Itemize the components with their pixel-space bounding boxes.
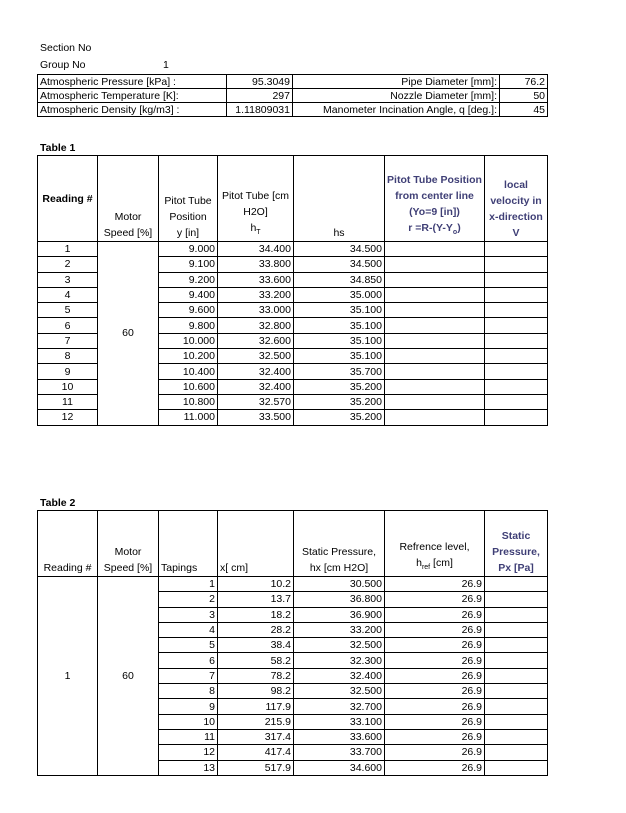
t1-position-cell[interactable] [385, 410, 485, 425]
t1-ht-cell[interactable]: 33.500 [218, 410, 294, 425]
t1-velocity-cell[interactable] [485, 349, 548, 364]
t2-x-cell[interactable]: 10.2 [218, 577, 294, 592]
t1-reading-cell[interactable]: 10 [38, 379, 98, 394]
table1-header-row [38, 156, 548, 242]
nozzle-diameter-label: Nozzle Diameter [mm]: [293, 89, 500, 103]
t2-px-cell[interactable] [485, 607, 548, 622]
t1-header-motor: Motor Speed [%] [98, 156, 159, 242]
t2-header-tapings: Tapings [159, 511, 218, 577]
t2-x-cell[interactable]: 317.4 [218, 729, 294, 744]
t2-hx-cell[interactable]: 33.700 [294, 745, 385, 760]
t1-ht-cell[interactable]: 32.500 [218, 349, 294, 364]
t1-y-cell[interactable]: 10.600 [159, 379, 218, 394]
t2-hx-cell[interactable]: 33.200 [294, 622, 385, 637]
t2-hx-cell[interactable]: 32.500 [294, 638, 385, 653]
nozzle-diameter-value[interactable]: 50 [500, 89, 548, 103]
table1 [37, 155, 548, 426]
t2-x-cell[interactable]: 517.9 [218, 760, 294, 775]
t1-velocity-cell[interactable] [485, 287, 548, 302]
t2-tap-cell[interactable]: 11 [159, 729, 218, 744]
t2-tap-cell[interactable]: 6 [159, 653, 218, 668]
t1-hs-cell[interactable]: 34.500 [294, 257, 385, 272]
t1-reading-cell[interactable]: 11 [38, 394, 98, 409]
atm-temperature-value[interactable]: 297 [227, 89, 293, 103]
t1-position-cell[interactable] [385, 257, 485, 272]
t1-y-cell[interactable]: 9.000 [159, 242, 218, 257]
t2-x-cell[interactable]: 78.2 [218, 668, 294, 683]
t1-hs-cell[interactable]: 35.700 [294, 364, 385, 379]
t1-position-cell[interactable] [385, 318, 485, 333]
t1-ht-cell[interactable]: 33.000 [218, 303, 294, 318]
t1-velocity-cell[interactable] [485, 257, 548, 272]
t1-y-cell[interactable]: 10.400 [159, 364, 218, 379]
manometer-angle-label: Manometer Incination Angle, q [deg.]: [293, 103, 500, 117]
t2-hx-cell[interactable]: 33.100 [294, 714, 385, 729]
t2-hx-cell[interactable]: 32.700 [294, 699, 385, 714]
t2-hx-cell[interactable]: 30.500 [294, 577, 385, 592]
t1-hs-cell[interactable]: 35.100 [294, 349, 385, 364]
t1-position-cell[interactable] [385, 379, 485, 394]
t1-reading-cell[interactable]: 8 [38, 349, 98, 364]
atm-temperature-label: Atmospheric Temperature [K]: [38, 89, 227, 103]
t2-href-cell[interactable]: 26.9 [385, 622, 485, 637]
t2-href-cell[interactable]: 26.9 [385, 638, 485, 653]
t2-px-cell[interactable] [485, 684, 548, 699]
table2-header-row [38, 511, 548, 577]
t1-ht-cell[interactable]: 33.600 [218, 272, 294, 287]
t2-px-cell[interactable] [485, 653, 548, 668]
t1-reading-cell[interactable]: 2 [38, 257, 98, 272]
t1-velocity-cell[interactable] [485, 364, 548, 379]
t2-px-cell[interactable] [485, 577, 548, 592]
t1-y-cell[interactable]: 9.400 [159, 287, 218, 302]
t1-reading-cell[interactable]: 5 [38, 303, 98, 318]
t2-hx-cell[interactable]: 32.400 [294, 668, 385, 683]
t1-hs-cell[interactable]: 34.850 [294, 272, 385, 287]
t1-position-cell[interactable] [385, 394, 485, 409]
t2-x-cell[interactable]: 58.2 [218, 653, 294, 668]
t2-hx-cell[interactable]: 34.600 [294, 760, 385, 775]
t1-velocity-cell[interactable] [485, 242, 548, 257]
t1-header-velocity: local velocity in x-direction V [485, 156, 548, 242]
t2-header-motor: Motor Speed [%] [98, 511, 159, 577]
t2-px-cell[interactable] [485, 699, 548, 714]
t1-position-cell[interactable] [385, 303, 485, 318]
t2-reading-cell[interactable]: 1 [38, 577, 98, 776]
t1-header-pitot-position: Pitot Tube Position y [in] [159, 156, 218, 242]
t2-tap-cell[interactable]: 13 [159, 760, 218, 775]
t2-hx-cell[interactable]: 32.500 [294, 684, 385, 699]
t2-tap-cell[interactable]: 2 [159, 592, 218, 607]
t2-href-cell[interactable]: 26.9 [385, 684, 485, 699]
t1-velocity-cell[interactable] [485, 410, 548, 425]
t1-y-cell[interactable]: 10.200 [159, 349, 218, 364]
t2-px-cell[interactable] [485, 638, 548, 653]
t2-x-cell[interactable]: 13.7 [218, 592, 294, 607]
t2-href-cell[interactable]: 26.9 [385, 714, 485, 729]
t1-y-cell[interactable]: 9.200 [159, 272, 218, 287]
t2-href-cell[interactable]: 26.9 [385, 668, 485, 683]
t1-hs-cell[interactable]: 35.200 [294, 379, 385, 394]
atm-density-value[interactable]: 1.11809031 [227, 103, 293, 117]
t1-y-cell[interactable]: 11.000 [159, 410, 218, 425]
t2-header-static: Static Pressure, hx [cm H2O] [294, 511, 385, 577]
t1-y-cell[interactable]: 9.800 [159, 318, 218, 333]
t1-velocity-cell[interactable] [485, 379, 548, 394]
t2-x-cell[interactable]: 38.4 [218, 638, 294, 653]
t1-reading-cell[interactable]: 12 [38, 410, 98, 425]
t2-href-cell[interactable]: 26.9 [385, 745, 485, 760]
t1-velocity-cell[interactable] [485, 318, 548, 333]
t1-reading-cell[interactable]: 1 [38, 242, 98, 257]
t2-href-cell[interactable]: 26.9 [385, 699, 485, 714]
t1-header-pitot-head: Pitot Tube [cm H2O] $h_T$ [218, 156, 294, 242]
t2-motor-speed-cell[interactable]: 60 [98, 577, 159, 776]
t1-ht-cell[interactable]: 33.200 [218, 287, 294, 302]
t1-header-hs: hs [294, 156, 385, 242]
t1-hs-cell[interactable]: 35.200 [294, 394, 385, 409]
t1-hs-cell[interactable]: 35.000 [294, 287, 385, 302]
t2-tap-cell[interactable]: 9 [159, 699, 218, 714]
t1-header-reading: Reading # [38, 156, 98, 242]
t2-tap-cell[interactable]: 7 [159, 668, 218, 683]
t2-href-cell[interactable]: 26.9 [385, 577, 485, 592]
t1-ht-cell[interactable]: 32.400 [218, 379, 294, 394]
t1-ht-cell[interactable]: 32.400 [218, 364, 294, 379]
section-label: Section No [40, 42, 92, 54]
t1-position-cell[interactable] [385, 333, 485, 348]
t2-header-x: x[ cm] [218, 511, 294, 577]
t1-hs-cell[interactable]: 35.100 [294, 318, 385, 333]
pipe-diameter-value[interactable]: 76.2 [500, 75, 548, 89]
t2-tap-cell[interactable]: 12 [159, 745, 218, 760]
t1-position-cell[interactable] [385, 364, 485, 379]
t2-href-cell[interactable]: 26.9 [385, 592, 485, 607]
group-value[interactable]: 1 [163, 59, 169, 71]
table2 [37, 510, 548, 776]
t1-hs-cell[interactable]: 35.100 [294, 303, 385, 318]
t2-px-cell[interactable] [485, 729, 548, 744]
t1-position-cell[interactable] [385, 272, 485, 287]
group-label: Group No [40, 59, 86, 71]
t1-velocity-cell[interactable] [485, 333, 548, 348]
t1-hs-cell[interactable]: 34.500 [294, 242, 385, 257]
t2-tap-cell[interactable]: 5 [159, 638, 218, 653]
t1-ht-cell[interactable]: 32.800 [218, 318, 294, 333]
t1-y-cell[interactable]: 9.600 [159, 303, 218, 318]
t2-hx-cell[interactable]: 33.600 [294, 729, 385, 744]
t1-hs-cell[interactable]: 35.100 [294, 333, 385, 348]
pipe-diameter-label: Pipe Diameter [mm]: [293, 75, 500, 89]
t1-reading-cell[interactable]: 6 [38, 318, 98, 333]
t1-ht-cell[interactable]: 32.600 [218, 333, 294, 348]
t2-x-cell[interactable]: 18.2 [218, 607, 294, 622]
t2-header-px: Static Pressure, Px [Pa] [485, 511, 548, 577]
atmosphere-table [37, 74, 548, 117]
atm-pressure-label: Atmospheric Pressure [kPa] : [38, 75, 227, 89]
t1-reading-cell[interactable]: 9 [38, 364, 98, 379]
t2-tap-cell[interactable]: 10 [159, 714, 218, 729]
t2-hx-cell[interactable]: 32.300 [294, 653, 385, 668]
t1-position-cell[interactable] [385, 349, 485, 364]
t1-y-cell[interactable]: 10.800 [159, 394, 218, 409]
t1-header-position: Pitot Tube Position from center line (Yo=9 [in]) $r =R-(Y-Y_o)$ [385, 156, 485, 242]
t2-x-cell[interactable]: 417.4 [218, 745, 294, 760]
t1-motor-speed-cell[interactable]: 60 [98, 242, 159, 426]
t2-hx-cell[interactable]: 36.800 [294, 592, 385, 607]
t1-position-cell[interactable] [385, 242, 485, 257]
t2-href-cell[interactable]: 26.9 [385, 653, 485, 668]
t2-header-ref: Refrence level, $h_{ref}$ [cm] [385, 511, 485, 577]
atm-pressure-value[interactable]: 95.3049 [227, 75, 293, 89]
t1-y-cell[interactable]: 9.100 [159, 257, 218, 272]
t2-tap-cell[interactable]: 4 [159, 622, 218, 637]
atm-density-label: Atmospheric Density [kg/m3] : [38, 103, 227, 117]
t2-x-cell[interactable]: 28.2 [218, 622, 294, 637]
t1-velocity-cell[interactable] [485, 394, 548, 409]
t2-href-cell[interactable]: 26.9 [385, 729, 485, 744]
t1-reading-cell[interactable]: 7 [38, 333, 98, 348]
t2-href-cell[interactable]: 26.9 [385, 760, 485, 775]
t2-tap-cell[interactable]: 1 [159, 577, 218, 592]
t2-tap-cell[interactable]: 3 [159, 607, 218, 622]
t1-reading-cell[interactable]: 3 [38, 272, 98, 287]
t2-header-reading: Reading # [38, 511, 98, 577]
t2-hx-cell[interactable]: 36.900 [294, 607, 385, 622]
t2-px-cell[interactable] [485, 745, 548, 760]
t2-px-cell[interactable] [485, 668, 548, 683]
t1-y-cell[interactable]: 10.000 [159, 333, 218, 348]
t1-reading-cell[interactable]: 4 [38, 287, 98, 302]
t2-href-cell[interactable]: 26.9 [385, 607, 485, 622]
t2-px-cell[interactable] [485, 714, 548, 729]
table1-row [38, 242, 548, 257]
t1-velocity-cell[interactable] [485, 272, 548, 287]
t1-ht-cell[interactable]: 34.400 [218, 242, 294, 257]
t2-px-cell[interactable] [485, 592, 548, 607]
table2-row [38, 577, 548, 592]
t1-position-cell[interactable] [385, 287, 485, 302]
t2-px-cell[interactable] [485, 622, 548, 637]
t1-ht-cell[interactable]: 33.800 [218, 257, 294, 272]
t2-x-cell[interactable]: 98.2 [218, 684, 294, 699]
t2-tap-cell[interactable]: 8 [159, 684, 218, 699]
t2-x-cell[interactable]: 117.9 [218, 699, 294, 714]
table2-title: Table 2 [40, 497, 76, 509]
t2-x-cell[interactable]: 215.9 [218, 714, 294, 729]
t2-px-cell[interactable] [485, 760, 548, 775]
table1-title: Table 1 [40, 142, 76, 154]
t1-hs-cell[interactable]: 35.200 [294, 410, 385, 425]
manometer-angle-value[interactable]: 45 [500, 103, 548, 117]
t1-ht-cell[interactable]: 32.570 [218, 394, 294, 409]
t1-velocity-cell[interactable] [485, 303, 548, 318]
